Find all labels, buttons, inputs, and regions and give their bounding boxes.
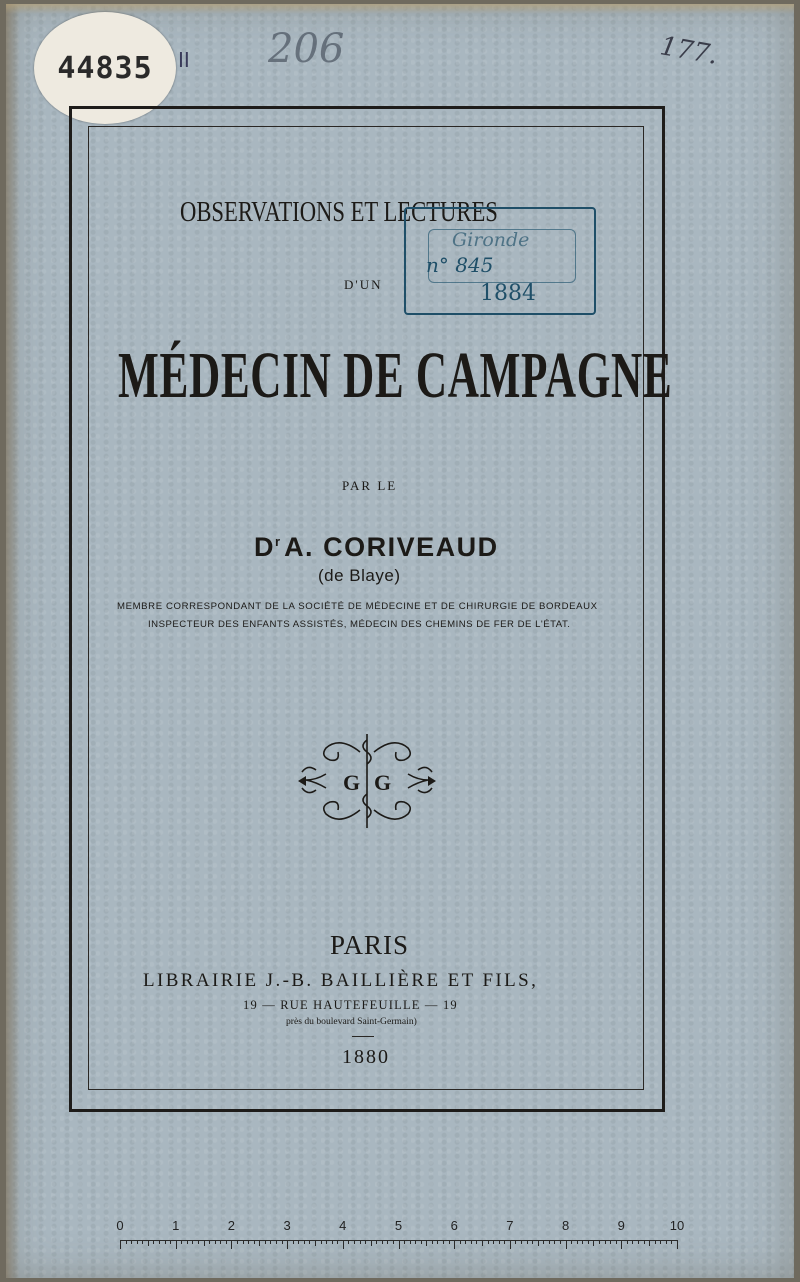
ruler-tick — [365, 1240, 366, 1244]
ruler-tick — [348, 1240, 349, 1244]
ruler-tick — [521, 1240, 522, 1244]
ruler-tick — [499, 1240, 500, 1244]
ruler-tick — [543, 1240, 544, 1244]
ruler-tick — [170, 1240, 171, 1244]
ruler-tick — [321, 1240, 322, 1244]
ruler-tick — [671, 1240, 672, 1244]
ruler-tick — [465, 1240, 466, 1244]
ruler-tick — [432, 1240, 433, 1244]
inventory-suffix: II — [178, 48, 190, 72]
ruler-tick — [538, 1240, 539, 1246]
ruler-tick — [627, 1240, 628, 1244]
author-credentials-2: INSPECTEUR DES ENFANTS ASSISTÉS, MÉDECIN DES CHEMINS DE FER DE L'ÉTAT. — [148, 619, 571, 630]
ruler-tick — [309, 1240, 310, 1244]
ruler-label: 9 — [617, 1218, 625, 1233]
ruler-tick — [142, 1240, 143, 1244]
ruler-tick — [293, 1240, 294, 1244]
ruler-tick — [527, 1240, 528, 1244]
ruler-tick — [488, 1240, 489, 1244]
publisher-city: PARIS — [330, 930, 410, 960]
main-title: MÉDECIN DE CAMPAGNE — [118, 339, 673, 412]
ruler-tick — [131, 1240, 132, 1244]
ruler-tick — [187, 1240, 188, 1244]
ruler-tick — [215, 1240, 216, 1244]
ruler-tick — [655, 1240, 656, 1244]
ruler-tick — [482, 1240, 483, 1246]
ruler-tick — [270, 1240, 271, 1244]
divider-rule — [352, 1036, 374, 1037]
publisher-mark-ornament — [296, 730, 438, 832]
worn-edge-top — [6, 4, 794, 14]
ruler-tick — [510, 1240, 511, 1249]
publication-year: 1880 — [342, 1046, 390, 1068]
title-connector: D'UN — [344, 277, 383, 292]
ruler-tick — [360, 1240, 361, 1244]
ruler-tick — [137, 1240, 138, 1244]
ruler-tick — [254, 1240, 255, 1244]
ruler-label: 10 — [669, 1218, 685, 1233]
ruler-tick — [460, 1240, 461, 1244]
ruler-tick — [605, 1240, 606, 1244]
ruler-label: 7 — [506, 1218, 514, 1233]
author-credentials-1: MEMBRE CORRESPONDANT DE LA SOCIÉTÉ DE MÉDECINE ET DE CHIRURGIE DE BORDEAUX — [117, 601, 598, 612]
ruler-tick — [220, 1240, 221, 1244]
ruler-tick — [259, 1240, 260, 1246]
ruler-tick — [226, 1240, 227, 1244]
mark-letter-left: G — [343, 770, 361, 795]
ruler-tick — [165, 1240, 166, 1244]
ruler-label: 4 — [339, 1218, 347, 1233]
publisher-address-note: près du boulevard Saint-Germain) — [286, 1016, 417, 1027]
ruler-tick — [593, 1240, 594, 1246]
inventory-number: 44835 — [57, 50, 153, 86]
ruler-tick — [610, 1240, 611, 1244]
ruler-label: 2 — [227, 1218, 236, 1233]
ruler-tick — [644, 1240, 645, 1244]
ruler-tick — [415, 1240, 416, 1244]
pencil-note-left: 206 — [268, 26, 345, 72]
ruler-label: 3 — [283, 1218, 291, 1233]
ruler-tick — [287, 1240, 288, 1249]
ruler-tick — [192, 1240, 193, 1244]
ruler-tick — [571, 1240, 572, 1244]
ruler-tick — [410, 1240, 411, 1244]
stamp-year: 1884 — [480, 281, 536, 306]
author-title-sup: r — [275, 534, 281, 549]
ruler-tick — [343, 1240, 344, 1249]
ruler-tick — [276, 1240, 277, 1244]
ruler-tick — [577, 1240, 578, 1244]
ruler-tick — [471, 1240, 472, 1244]
ruler-tick — [437, 1240, 438, 1244]
scale-ruler — [116, 1218, 685, 1252]
ruler-tick — [532, 1240, 533, 1244]
ruler-tick — [382, 1240, 383, 1244]
ruler-tick — [504, 1240, 505, 1244]
ruler-tick — [677, 1240, 678, 1249]
ruler-label: 1 — [172, 1218, 180, 1233]
ruler-tick — [198, 1240, 199, 1244]
ruler-tick — [298, 1240, 299, 1244]
ruler-tick — [337, 1240, 338, 1244]
title-line-1: OBSERVATIONS ET LECTURES — [180, 196, 498, 228]
ruler-tick — [660, 1240, 661, 1244]
ruler-tick — [282, 1240, 283, 1244]
ruler-tick — [204, 1240, 205, 1246]
ruler-label: 6 — [450, 1218, 458, 1233]
author-name: A. CORIVEAUD — [284, 532, 499, 562]
publisher-name: LIBRAIRIE J.-B. BAILLIÈRE ET FILS, — [143, 970, 539, 991]
author-title-prefix: D — [254, 532, 275, 562]
ruler-tick — [243, 1240, 244, 1244]
author-origin: (de Blaye) — [318, 566, 401, 585]
ruler-tick — [181, 1240, 182, 1244]
ruler-tick — [493, 1240, 494, 1244]
ruler-tick — [421, 1240, 422, 1244]
ruler-label: 5 — [394, 1218, 403, 1233]
ruler-tick — [582, 1240, 583, 1244]
ruler-tick — [120, 1240, 121, 1249]
ruler-tick — [231, 1240, 232, 1249]
ruler-tick — [304, 1240, 305, 1244]
ruler-tick — [621, 1240, 622, 1249]
ruler-tick — [666, 1240, 667, 1244]
ruler-tick — [393, 1240, 394, 1244]
ruler-tick — [476, 1240, 477, 1244]
author-name-line — [254, 532, 499, 563]
ruler-tick — [599, 1240, 600, 1244]
ruler-tick — [371, 1240, 372, 1246]
ruler-tick — [237, 1240, 238, 1244]
ruler-tick — [638, 1240, 639, 1244]
ruler-tick — [315, 1240, 316, 1246]
library-stamp — [404, 207, 596, 315]
ruler-tick — [554, 1240, 555, 1244]
author-intro: PAR LE — [342, 478, 398, 493]
ruler-tick — [449, 1240, 450, 1244]
mark-letter-right: G — [374, 770, 392, 795]
ruler-tick — [454, 1240, 455, 1249]
ruler-tick — [566, 1240, 567, 1249]
ruler-tick — [376, 1240, 377, 1244]
pencil-note-right: 177. — [657, 31, 721, 71]
ruler-tick — [560, 1240, 561, 1244]
ruler-tick — [426, 1240, 427, 1246]
worn-edge-left — [6, 4, 20, 1278]
ruler-tick — [354, 1240, 355, 1244]
ruler-label: 0 — [116, 1218, 124, 1233]
ruler-tick — [443, 1240, 444, 1244]
ruler-tick — [649, 1240, 650, 1246]
ruler-tick — [176, 1240, 177, 1249]
stamp-place: Gironde — [452, 229, 530, 251]
ruler-tick — [248, 1240, 249, 1244]
ruler-tick — [326, 1240, 327, 1244]
ruler-tick — [209, 1240, 210, 1244]
stamp-number: n° 845 — [426, 253, 494, 277]
publisher-address: 19 — RUE HAUTEFEUILLE — 19 — [243, 998, 458, 1012]
ruler-tick — [515, 1240, 516, 1244]
ruler-tick — [126, 1240, 127, 1244]
ruler-label: 8 — [561, 1218, 570, 1233]
ruler-tick — [148, 1240, 149, 1246]
ruler-tick — [404, 1240, 405, 1244]
ruler-tick — [616, 1240, 617, 1244]
ruler-tick — [265, 1240, 266, 1244]
ruler-tick — [387, 1240, 388, 1244]
ruler-tick — [632, 1240, 633, 1244]
ruler-tick — [549, 1240, 550, 1244]
ruler-tick — [332, 1240, 333, 1244]
ruler-tick — [153, 1240, 154, 1244]
ruler-tick — [588, 1240, 589, 1244]
ruler-tick — [399, 1240, 400, 1249]
ruler-tick — [159, 1240, 160, 1244]
